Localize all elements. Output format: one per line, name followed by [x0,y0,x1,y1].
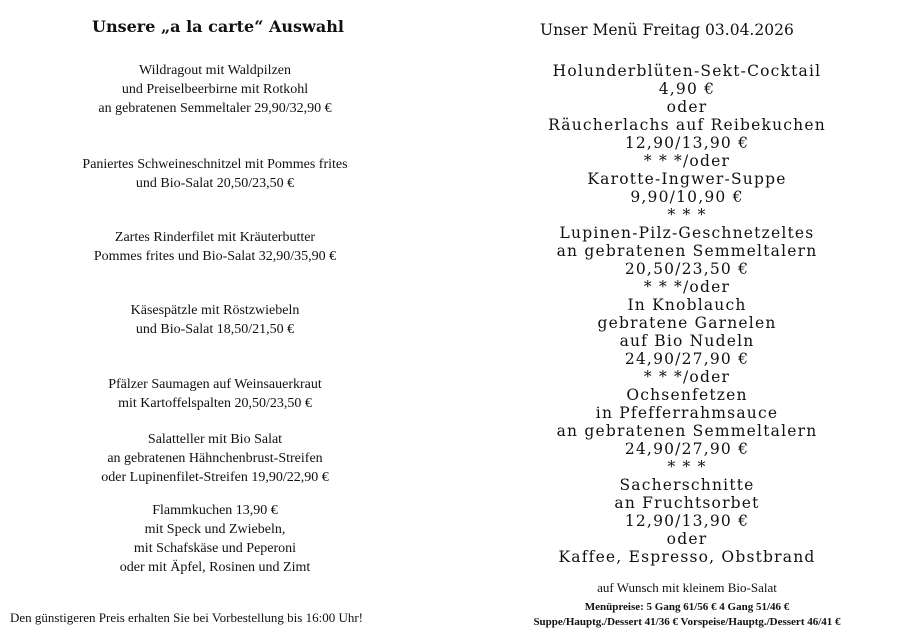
dish-line: oder Lupinenfilet-Streifen 19,90/22,90 € [101,470,329,485]
menu-line: an Fruchtsorbet [614,494,760,512]
menu-line: Lupinen-Pilz-Geschnetzeltes [559,224,815,242]
dish-line: mit Speck und Zwiebeln, [144,522,286,537]
dish-line: und Preiselbeerbirne mit Rotkohl [121,82,309,97]
dish-salatteller [0,430,430,487]
dish-rinderfilet [0,228,430,266]
dish-line: und Bio-Salat 18,50/21,50 € [135,322,295,337]
menu-line: 20,50/23,50 € [624,260,750,278]
dish-line: an gebratenen Hähnchenbrust-Streifen [107,451,323,466]
daily-menu-title: Unser Menü Freitag 03.04.2026 [540,21,794,39]
dish-line: mit Kartoffelspalten 20,50/23,50 € [118,396,312,411]
menu-line: In Knoblauch [627,296,747,314]
a-la-carte-title: Unsere „a la carte“ Auswahl [92,17,344,36]
dish-line: an gebratenen Semmeltaler 29,90/32,90 € [98,101,332,116]
menu-line: * * */oder [643,152,731,170]
menu-line: 24,90/27,90 € [624,350,750,368]
menu-prices [472,600,900,630]
dish-line: Salatteller mit Bio Salat [147,432,283,447]
dish-saumagen [0,375,430,413]
menu-price-line: Menüpreise: 5 Gang 61/56 € 4 Gang 51/46 € [584,601,790,613]
dish-schnitzel [0,155,430,193]
menu-line: in Pfefferrahmsauce [595,404,779,422]
dish-line: Pommes frites und Bio-Salat 32,90/35,90 € [93,249,337,264]
menu-line: * * * [667,206,707,224]
dish-line: oder mit Äpfel, Rosinen und Zimt [119,560,311,575]
dish-line: Zartes Rinderfilet mit Kräuterbutter [114,230,316,245]
menu-line: oder [666,530,708,548]
menu-line: * * */oder [643,368,731,386]
menu-line: Ochsenfetzen [626,386,748,404]
menu-line: gebratene Garnelen [597,314,777,332]
daily-menu-courses [472,62,900,566]
dish-line: Wildragout mit Waldpilzen [138,63,292,78]
menu-line: Holunderblüten-Sekt-Cocktail [552,62,822,80]
menu-line: Karotte-Ingwer-Suppe [587,170,787,188]
menu-line: Räucherlachs auf Reibekuchen [548,116,826,134]
menu-price-line: Suppe/Hauptg./Dessert 41/36 € Vorspeise/Hauptg./Dessert 46/41 € [533,616,841,628]
menu-line: 4,90 € [658,80,716,98]
menu-line: an gebratenen Semmeltalern [556,422,818,440]
menu-line: 12,90/13,90 € [624,512,750,530]
menu-line: * * */oder [643,278,731,296]
dish-line: Paniertes Schweineschnitzel mit Pommes frites [82,157,348,172]
dish-line: mit Schafskäse und Peperoni [133,541,297,556]
salad-hint: auf Wunsch mit kleinem Bio-Salat [597,580,777,595]
menu-line: * * * [667,458,707,476]
menu-line: 9,90/10,90 € [630,188,744,206]
menu-line: Sacherschnitte [619,476,755,494]
dish-line: Käsespätzle mit Röstzwiebeln [130,303,300,318]
dish-flammkuchen [0,501,430,577]
menu-line: 24,90/27,90 € [624,440,750,458]
dish-line: Flammkuchen 13,90 € [152,503,278,518]
menu-line: oder [666,98,708,116]
menu-line: auf Bio Nudeln [619,332,755,350]
dish-kaesespaetzle [0,301,430,339]
menu-line: Kaffee, Espresso, Obstbrand [558,548,816,566]
menu-line: 12,90/13,90 € [624,134,750,152]
dish-line: und Bio-Salat 20,50/23,50 € [135,176,295,191]
dish-line: Pfälzer Saumagen auf Weinsauerkraut [108,377,322,392]
menu-line: an gebratenen Semmeltalern [556,242,818,260]
dish-wildragout [0,61,430,118]
preorder-note: Den günstigeren Preis erhalten Sie bei Vorbestellung bis 16:00 Uhr! [10,610,363,625]
